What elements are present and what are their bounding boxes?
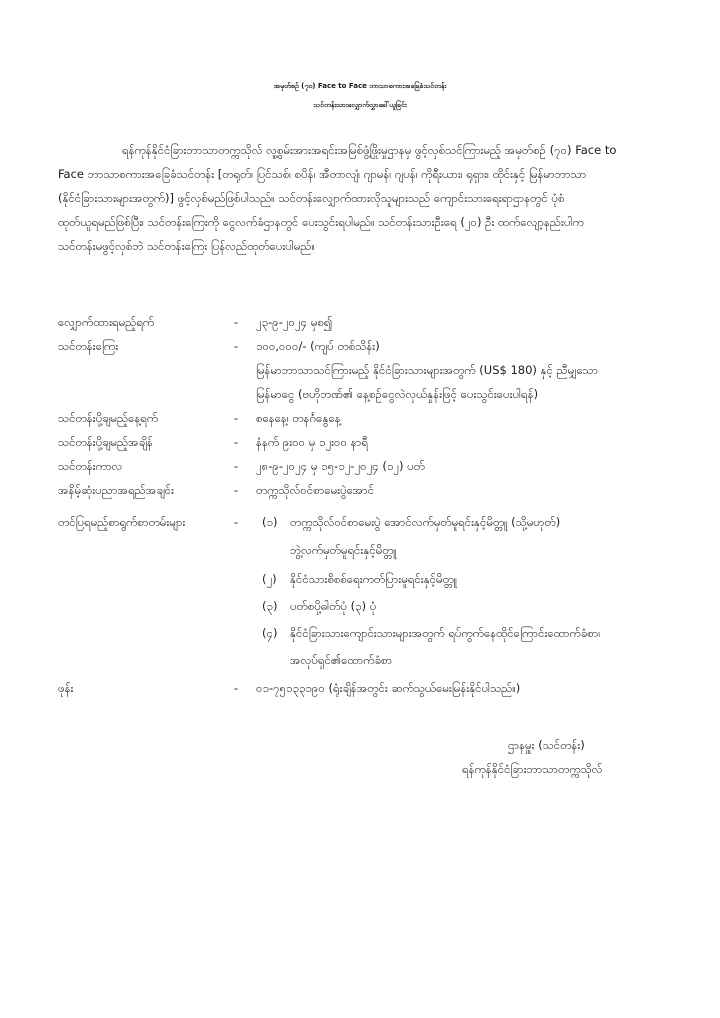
document-item-number: (၄) bbox=[262, 626, 278, 640]
fee-value: ၁၀၀,၀၀၀/- (ကျပ် တစ်သိန်း) bbox=[256, 339, 380, 353]
class-time-label: သင်တန်းပို့ချမည့်အချိန် bbox=[58, 435, 153, 449]
phone-label: ဖုန်း bbox=[58, 681, 74, 695]
min-education-value: တက္ကသိုလ်ဝင်စာမေးပွဲအောင် bbox=[256, 483, 375, 497]
apply-date-value: ၂၃-၉-၂၀၂၄ မှစ၍ bbox=[256, 315, 333, 329]
signatory-institution: ရန်ကုန်နိုင်ငံခြားဘာသာတက္ကသိုလ် bbox=[462, 762, 603, 776]
document-item-text: တက္ကသိုလ်ဝင်စာမေးပွဲ အောင်လက်မှတ်မူရင်းနှင့်မိတ္တူ (သို့မဟုတ်) bbox=[290, 515, 561, 529]
separator-dash: - bbox=[234, 411, 239, 425]
separator-dash: - bbox=[234, 681, 239, 695]
announcement-title: အမှတ်စဉ် (၇၀) Face to Face ဘာသာစကားအခြေခံသင်တန်း bbox=[273, 82, 447, 90]
document-item-text: နိုင်ငံခြားသားကျောင်းသားများအတွက် ရပ်ကွက်နေထိုင်ကြောင်းထောက်ခံစာ၊ bbox=[290, 626, 601, 640]
paragraph-line: သင်တန်းမဖွင့်လှစ်ဘဲ သင်တန်းကြေး ပြန်လည်ထုတ်ပေးပါမည်။ bbox=[58, 239, 315, 253]
paragraph-line: Face ဘာသာစကားအခြေခံသင်တန်း [တရုတ်၊ ပြင်သစ်၊ စပိန်၊ အီတာလျံ၊ ဂျာမန်၊ ဂျပန်၊ ကိုရီးယား၊ ရုရှား၊ ထိုင်းနှင့် မြန်မာဘာသာ bbox=[58, 167, 587, 181]
document-item-number: (၁) bbox=[262, 515, 278, 529]
document-item-text: အလုပ်ရှင်၏ထောက်ခံစာ bbox=[290, 653, 393, 667]
class-days-label: သင်တန်းပို့ချမည့်နေ့ရက် bbox=[58, 411, 159, 425]
class-time-value: နံနက် ၉း၀၀ မှ ၁၂း၀၀ နာရီ bbox=[256, 435, 368, 449]
intro-paragraph bbox=[58, 138, 678, 258]
paragraph-line: ထုတ်ယူရမည်ဖြစ်ပြီး၊ သင်တန်းကြေးကို ငွေလက်ခံဌာနတွင် ပေးသွင်းရပါမည်။ သင်တန်းသားဦးရေ (၂၀) ဦး ထက်လျော့နည်းပါက bbox=[58, 215, 584, 229]
document-item-text: ပတ်စပို့ဓါတ်ပုံ (၃) ပုံ bbox=[290, 599, 377, 613]
paragraph-line: ရန်ကုန်နိုင်ငံခြားဘာသာတက္ကသိုလ် လူ့စွမ်းအားအရင်းအမြစ်ဖွံ့ဖြိုးမှုဌာနမှ ဖွင့်လှစ်သင်ကြားမည့် အမှတ်စဉ် (၇၀) Face to bbox=[122, 143, 617, 157]
separator-dash: - bbox=[234, 435, 239, 449]
apply-date-label: လျှောက်ထားရမည့်ရက် bbox=[58, 315, 155, 329]
separator-dash: - bbox=[234, 515, 239, 529]
min-education-label: အနိမ့်ဆုံးပညာအရည်အချင်း bbox=[58, 483, 174, 497]
separator-dash: - bbox=[234, 315, 239, 329]
fee-label: သင်တန်းကြေး bbox=[58, 339, 119, 353]
document-item-text: နိုင်ငံသားစိစစ်ရေးကတ်ပြားမူရင်းနှင့်မိတ္တူ bbox=[290, 572, 458, 586]
document-item-text: ဘွဲ့လက်မှတ်မူရင်းနှင့်မိတ္တူ bbox=[290, 543, 397, 557]
paragraph-line: (နိုင်ငံခြားသားများအတွက်)] ဖွင့်လှစ်မည်ဖြစ်ပါသည်။ သင်တန်းလျှောက်ထားလိုသူများသည် ကျောင်းသားရေးရာဌာနတွင် ပုံစံ bbox=[58, 191, 565, 205]
duration-label: သင်တန်းကာလ bbox=[58, 459, 123, 473]
separator-dash: - bbox=[234, 459, 239, 473]
fee-note: မြန်မာဘာသာသင်ကြားမည့် နိုင်ငံခြားသားများအတွက် (US$ 180) နှင့် ညီမျှသော bbox=[256, 363, 599, 377]
documents-label: တင်ပြရမည့်စာရွက်စာတမ်းများ bbox=[58, 515, 186, 529]
document-item-number: (၂) bbox=[262, 572, 277, 586]
fee-note: မြန်မာငွေ (ဗဟိုဘဏ်၏ နေ့စဉ်ငွေလဲလှယ်နှုန်းဖြင့် ပေးသွင်းပေးပါရန်) bbox=[256, 387, 539, 401]
duration-value: ၂၈-၉-၂၀၂၄ မှ ၁၅-၁၂-၂၀၂၄ (၁၂) ပတ် bbox=[256, 459, 425, 473]
document-item-number: (၃) bbox=[262, 599, 278, 613]
class-days-value: စနေနေ့၊ တနင်္ဂနွေနေ့ bbox=[256, 411, 341, 425]
phone-value: ၀၁-၇၅၁၃၃၁၉၀ (ရုံးချိန်အတွင်း ဆက်သွယ်မေးမြန်းနိုင်ပါသည်။) bbox=[256, 681, 521, 695]
separator-dash: - bbox=[234, 483, 239, 497]
announcement-subtitle: သင်တန်းသားလျှောက်လွှာခေါ်ယူခြင်း bbox=[313, 101, 407, 109]
separator-dash: - bbox=[234, 339, 239, 353]
signatory-title: ဌာနမှူး (သင်တန်း) bbox=[508, 738, 585, 752]
